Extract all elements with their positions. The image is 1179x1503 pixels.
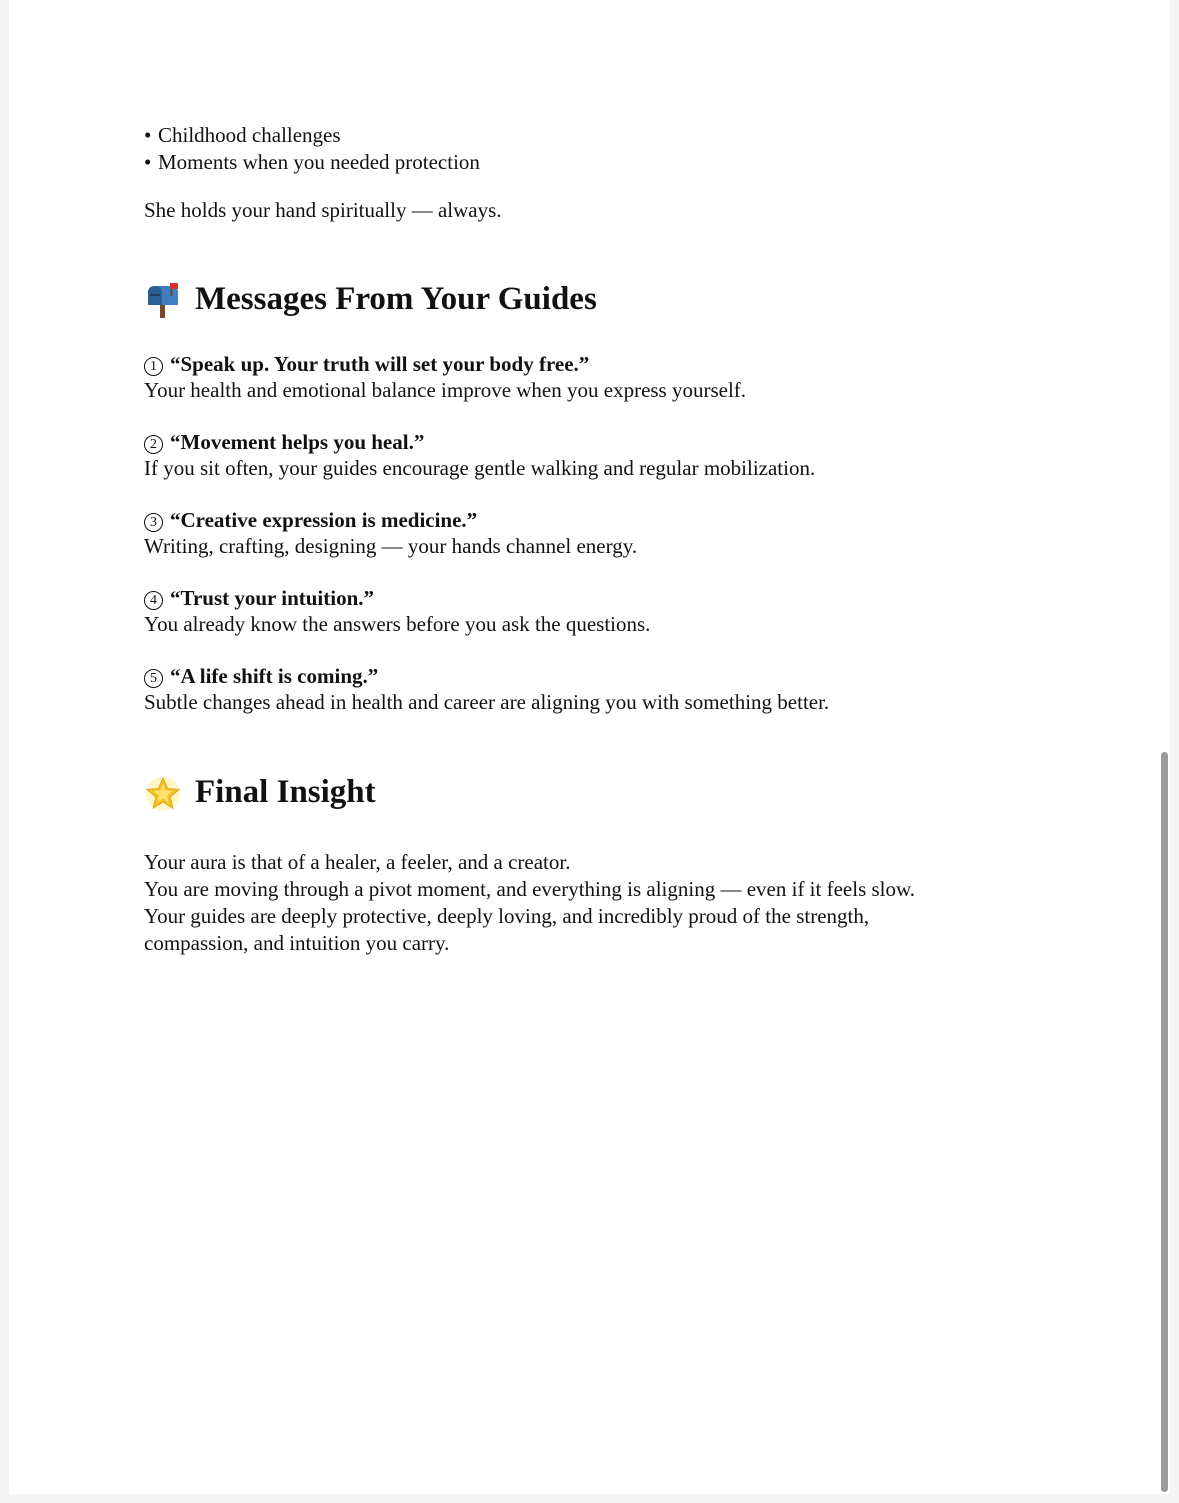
scrollbar-thumb[interactable] [1161,752,1168,1492]
final-insight-line: You are moving through a pivot moment, and everything is aligning — even if it feels slow. [144,877,916,901]
final-insight-body [144,849,1044,957]
guide-message-title [144,663,1044,689]
bullet-text: Childhood challenges [158,123,341,147]
guide-message [144,663,1044,716]
bullet-text: Moments when you needed protection [158,150,480,174]
final-insight-line: compassion, and intuition you carry. [144,931,450,955]
guide-message-title [144,507,1044,533]
bullet-item [144,149,1044,176]
guide-message-title [144,585,1044,611]
circled-number: 4 [144,591,163,610]
glowing-star-icon [144,774,182,812]
guide-message-body: If you sit often, your guides encourage gentle walking and regular mobilization. [144,456,816,480]
final-insight-heading-text: Final Insight [195,774,376,810]
guide-message [144,585,1044,638]
final-insight-heading [144,772,1044,812]
guide-message-body: Writing, crafting, designing — your hands channel energy. [144,534,638,558]
final-insight-line: Your guides are deeply protective, deeply loving, and incredibly proud of the strength, [144,904,870,928]
guide-message-title [144,351,1044,377]
circled-number: 1 [144,357,163,376]
bullet-dot: • [144,123,152,147]
guide-message [144,507,1044,560]
guide-message [144,429,1044,482]
guide-message-title [144,429,1044,455]
mailbox-icon [144,281,182,319]
guide-message-body: Your health and emotional balance improve when you express yourself. [144,378,747,402]
guide-message-body: You already know the answers before you ask the questions. [144,612,651,636]
circled-number: 5 [144,669,163,688]
page-content [144,122,1044,957]
guide-message-quote: “Creative expression is medicine.” [170,508,478,532]
guide-message-quote: “Trust your intuition.” [170,586,375,610]
guide-message [144,351,1044,404]
guide-message-quote: “Speak up. Your truth will set your body free.” [170,352,590,376]
document-page [9,0,1170,1494]
bullet-item [144,122,1044,149]
bullet-dot: • [144,150,152,174]
circled-number: 2 [144,435,163,454]
guide-message-quote: “A life shift is coming.” [170,664,379,688]
messages-heading [144,279,1044,319]
guide-message-body: Subtle changes ahead in health and career are aligning you with something better. [144,690,830,714]
closing-line: She holds your hand spiritually — always. [144,198,502,222]
guide-message-quote: “Movement helps you heal.” [170,430,425,454]
messages-heading-text: Messages From Your Guides [195,281,597,317]
circled-number: 3 [144,513,163,532]
final-insight-line: Your aura is that of a healer, a feeler, and a creator. [144,850,571,874]
